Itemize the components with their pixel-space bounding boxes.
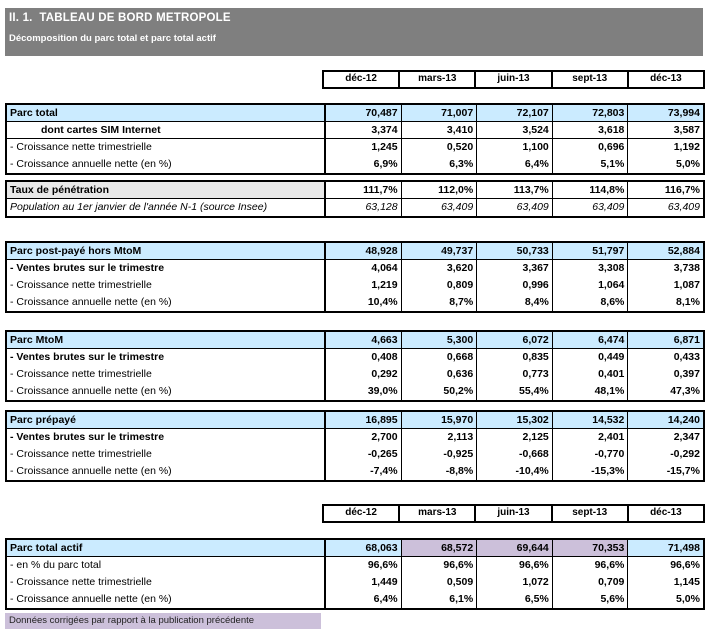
cell-value: 15,302	[476, 412, 552, 428]
cell-value: 96,6%	[476, 557, 552, 574]
row-label: - en % du parc total	[10, 559, 102, 571]
cell-value: 6,871	[627, 332, 703, 348]
cell-value: 3,618	[552, 122, 628, 138]
table-row	[7, 463, 703, 480]
cell-value: 0,520	[401, 139, 477, 156]
cell-value: 2,113	[401, 429, 477, 446]
row-label: - Croissance annuelle nette (en %)	[10, 593, 172, 605]
cell-value: 15,970	[401, 412, 477, 428]
cell-value: 47,3%	[627, 383, 703, 400]
cell-value: 3,738	[627, 260, 703, 277]
cell-value: 63,409	[401, 199, 477, 216]
row-label: - Ventes brutes sur le trimestre	[10, 431, 165, 443]
cell-value: 0,835	[476, 349, 552, 366]
row-label: Parc total	[7, 105, 324, 121]
cell-value: 51,797	[552, 243, 628, 259]
cell-value: 72,803	[552, 105, 628, 121]
cell-value: -7,4%	[324, 463, 401, 480]
table-row	[7, 260, 703, 277]
cell-value: 0,509	[401, 574, 477, 591]
cell-value: 96,6%	[552, 557, 628, 574]
cell-value: 6,3%	[401, 156, 477, 173]
section-parc-total	[5, 103, 705, 175]
cell-value: 3,620	[401, 260, 477, 277]
cell-value: 2,700	[324, 429, 401, 446]
table-row	[7, 574, 703, 591]
cell-value: 49,737	[401, 243, 477, 259]
cell-value: 5,1%	[552, 156, 628, 173]
cell-value: 6,5%	[476, 591, 552, 608]
cell-value: 71,498	[627, 540, 703, 556]
cell-value: 63,128	[324, 199, 401, 216]
table-row	[7, 591, 703, 608]
cell-value: 10,4%	[324, 294, 401, 311]
row-label: - Ventes brutes sur le trimestre	[10, 351, 165, 363]
cell-value: 0,397	[627, 366, 703, 383]
table-row	[7, 294, 703, 311]
cell-value: 70,353	[552, 540, 628, 556]
row-label: - Croissance nette trimestrielle	[10, 368, 152, 380]
cell-value: 3,308	[552, 260, 628, 277]
row-label: - Croissance nette trimestrielle	[10, 448, 152, 460]
period-header-cell: déc-12	[345, 73, 377, 84]
cell-value: 4,663	[324, 332, 401, 348]
period-header-cell: juin-13	[474, 506, 550, 521]
cell-value: 6,4%	[476, 156, 552, 173]
cell-value: 116,7%	[627, 182, 703, 198]
cell-value: 71,007	[401, 105, 477, 121]
cell-value: 70,487	[324, 105, 401, 121]
cell-value: 3,524	[476, 122, 552, 138]
cell-value: 6,474	[552, 332, 628, 348]
cell-value: 8,6%	[552, 294, 628, 311]
cell-value: 4,064	[324, 260, 401, 277]
cell-value: 0,668	[401, 349, 477, 366]
cell-value: 5,0%	[627, 156, 703, 173]
cell-value: 5,300	[401, 332, 477, 348]
cell-value: 96,6%	[401, 557, 477, 574]
period-header-cell: sept-13	[551, 506, 627, 521]
period-header-cell: déc-13	[627, 72, 703, 87]
period-header-cell: juin-13	[474, 72, 550, 87]
table-row	[7, 243, 703, 260]
table-row	[7, 429, 703, 446]
cell-value: 14,532	[552, 412, 628, 428]
cell-value: 16,895	[324, 412, 401, 428]
cell-value: 3,410	[401, 122, 477, 138]
table-row	[7, 366, 703, 383]
period-header-row-1	[322, 70, 705, 89]
cell-value: -0,292	[627, 446, 703, 463]
cell-value: 1,192	[627, 139, 703, 156]
cell-value: 6,072	[476, 332, 552, 348]
cell-value: -10,4%	[476, 463, 552, 480]
section-parc-total-actif	[5, 538, 705, 610]
cell-value: 8,7%	[401, 294, 477, 311]
row-label: - Croissance nette trimestrielle	[10, 279, 152, 291]
row-label: - Croissance annuelle nette (en %)	[10, 465, 172, 477]
cell-value: 0,433	[627, 349, 703, 366]
row-label: - Croissance nette trimestrielle	[10, 576, 152, 588]
cell-value: 1,100	[476, 139, 552, 156]
table-row	[7, 105, 703, 122]
table-row	[7, 540, 703, 557]
cell-value: 1,245	[324, 139, 401, 156]
cell-value: 1,072	[476, 574, 552, 591]
row-label: Parc MtoM	[7, 332, 324, 348]
cell-value: 55,4%	[476, 383, 552, 400]
cell-value: 5,6%	[552, 591, 628, 608]
cell-value: 1,064	[552, 277, 628, 294]
cell-value: 2,125	[476, 429, 552, 446]
cell-value: -0,265	[324, 446, 401, 463]
cell-value: 73,994	[627, 105, 703, 121]
section-parc-postpaye	[5, 241, 705, 313]
row-label: Taux de pénétration	[7, 182, 324, 198]
cell-value: 2,401	[552, 429, 628, 446]
cell-value: -0,770	[552, 446, 628, 463]
cell-value: 0,996	[476, 277, 552, 294]
cell-value: 1,219	[324, 277, 401, 294]
cell-value: -15,3%	[552, 463, 628, 480]
table-row	[7, 557, 703, 574]
cell-value: 63,409	[476, 199, 552, 216]
cell-value: 72,107	[476, 105, 552, 121]
cell-value: 0,696	[552, 139, 628, 156]
row-label: - Croissance nette trimestrielle	[10, 141, 152, 153]
cell-value: 3,367	[476, 260, 552, 277]
cell-value: 0,636	[401, 366, 477, 383]
section-parc-mtom	[5, 330, 705, 402]
cell-value: 113,7%	[476, 182, 552, 198]
cell-value: 3,374	[324, 122, 401, 138]
page-title: II. 1. TABLEAU DE BORD METROPOLE	[9, 12, 231, 24]
cell-value: 48,928	[324, 243, 401, 259]
corrected-data-legend: Données corrigées par rapport à la publication précédente	[5, 613, 321, 629]
page-subtitle: Décomposition du parc total et parc total actif	[9, 33, 216, 44]
cell-value: 0,408	[324, 349, 401, 366]
table-row	[7, 349, 703, 366]
table-row	[7, 182, 703, 199]
cell-value: 112,0%	[401, 182, 477, 198]
cell-value: 114,8%	[552, 182, 628, 198]
row-label: - Ventes brutes sur le trimestre	[10, 262, 165, 274]
table-row	[7, 383, 703, 400]
cell-value: -0,925	[401, 446, 477, 463]
cell-value: 68,572	[401, 540, 477, 556]
table-row	[7, 277, 703, 294]
cell-value: 0,773	[476, 366, 552, 383]
period-header-cell: déc-12	[345, 507, 377, 518]
row-label: Parc total actif	[7, 540, 324, 556]
cell-value: 1,449	[324, 574, 401, 591]
cell-value: 96,6%	[324, 557, 401, 574]
cell-value: 14,240	[627, 412, 703, 428]
cell-value: 5,0%	[627, 591, 703, 608]
cell-value: -15,7%	[627, 463, 703, 480]
cell-value: 0,292	[324, 366, 401, 383]
cell-value: 52,884	[627, 243, 703, 259]
cell-value: 50,2%	[401, 383, 477, 400]
row-label: Population au 1er janvier de l'année N-1 (source Insee)	[10, 201, 268, 213]
table-row	[7, 412, 703, 429]
cell-value: 8,1%	[627, 294, 703, 311]
period-header-cell: mars-13	[398, 506, 474, 521]
period-header-cell: sept-13	[551, 72, 627, 87]
table-row	[7, 199, 703, 216]
cell-value: -0,668	[476, 446, 552, 463]
section-parc-prepaye	[5, 410, 705, 482]
table-row	[7, 139, 703, 156]
dashboard-header	[5, 8, 703, 56]
cell-value: 1,087	[627, 277, 703, 294]
cell-value: 96,6%	[627, 557, 703, 574]
cell-value: -8,8%	[401, 463, 477, 480]
cell-value: 68,063	[324, 540, 401, 556]
cell-value: 2,347	[627, 429, 703, 446]
section-taux-penetration	[5, 180, 705, 218]
cell-value: 63,409	[552, 199, 628, 216]
cell-value: 39,0%	[324, 383, 401, 400]
row-label: Parc post-payé hors MtoM	[7, 243, 324, 259]
table-row	[7, 122, 703, 139]
cell-value: 6,4%	[324, 591, 401, 608]
cell-value: 6,1%	[401, 591, 477, 608]
row-label: - Croissance annuelle nette (en %)	[10, 296, 172, 308]
cell-value: 1,145	[627, 574, 703, 591]
cell-value: 63,409	[627, 199, 703, 216]
cell-value: 69,644	[476, 540, 552, 556]
table-row	[7, 446, 703, 463]
cell-value: 0,449	[552, 349, 628, 366]
period-header-cell: mars-13	[398, 72, 474, 87]
row-label: - Croissance annuelle nette (en %)	[10, 385, 172, 397]
table-row	[7, 332, 703, 349]
cell-value: 111,7%	[324, 182, 401, 198]
cell-value: 8,4%	[476, 294, 552, 311]
cell-value: 0,401	[552, 366, 628, 383]
period-header-row-2	[322, 504, 705, 523]
row-label: - Croissance annuelle nette (en %)	[10, 158, 172, 170]
cell-value: 3,587	[627, 122, 703, 138]
row-label: Parc prépayé	[7, 412, 324, 428]
cell-value: 0,709	[552, 574, 628, 591]
cell-value: 6,9%	[324, 156, 401, 173]
period-header-cell: déc-13	[627, 506, 703, 521]
cell-value: 50,733	[476, 243, 552, 259]
cell-value: 0,809	[401, 277, 477, 294]
row-label: dont cartes SIM Internet	[41, 124, 161, 136]
table-row	[7, 156, 703, 173]
cell-value: 48,1%	[552, 383, 628, 400]
